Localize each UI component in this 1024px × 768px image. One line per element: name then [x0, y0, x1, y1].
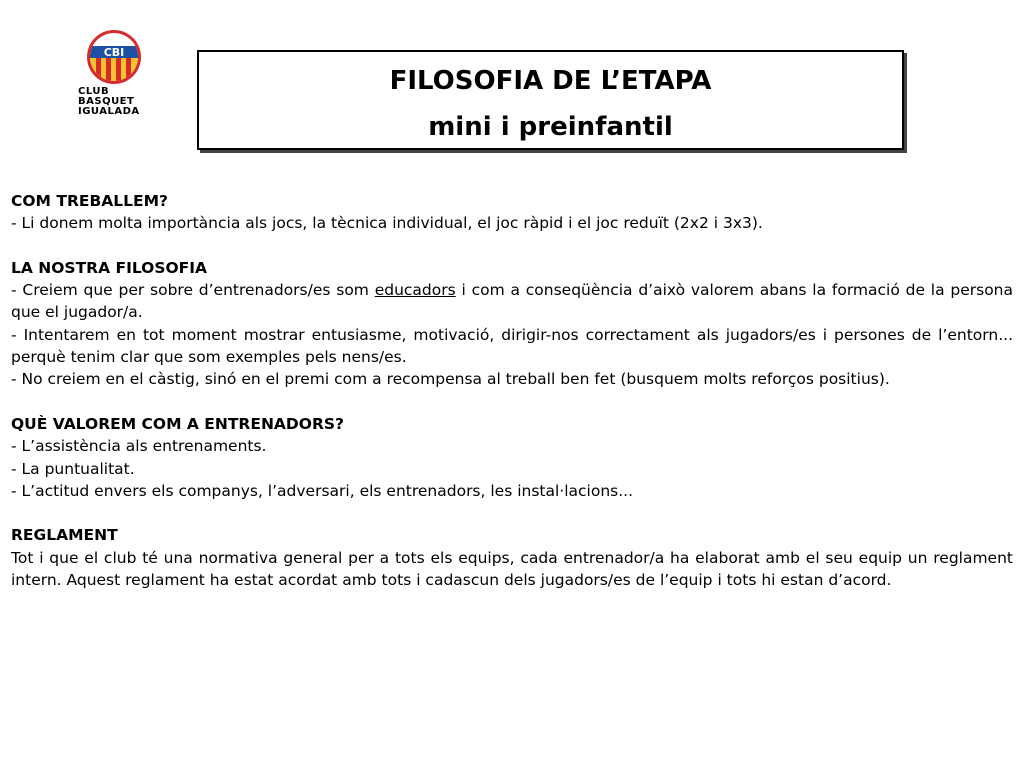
filosofia-item1-pre: - Creiem que per sobre d’entrenadors/es som: [11, 281, 375, 300]
filosofia-item-premi: - No creiem en el càstig, sinó en el premi com a recompensa al treball ben fet (busquem molts reforços positius).: [11, 370, 890, 389]
spacer: [11, 235, 1013, 257]
club-crest-icon: [86, 28, 142, 86]
filosofia-item-educadors: [11, 279, 1013, 324]
club-logo: [76, 28, 152, 120]
club-name-line3: IGUALADA: [78, 106, 140, 117]
club-name-line2: BASQUET: [78, 96, 135, 107]
section-heading-reglament: REGLAMENT: [11, 526, 118, 545]
valorem-item-actitud: - L’actitud envers els companys, l’adversari, els entrenadors, les instal·lacions...: [11, 481, 634, 500]
svg-text:CBI: CBI: [103, 46, 125, 59]
filosofia-item1-post: i com a conseqüència d’això valorem abans la formació de la persona que el jugador/a.: [11, 281, 1014, 322]
filosofia-item-entusiasme: - Intentarem en tot moment mostrar entusiasme, motivació, dirigir-nos correctament als jugadors/es i persones de l’entorn... perquè tenim clar que som exemples pels nens/es.: [11, 325, 1013, 367]
valorem-item-assistencia: - L’assistència als entrenaments.: [11, 437, 267, 456]
section-text-com-treballem: - Li donem molta importància als jocs, la tècnica individual, el joc ràpid i el joc reduït (2x2 i 3x3).: [11, 214, 763, 233]
valorem-item-puntualitat: - La puntualitat.: [11, 459, 135, 478]
section-heading-filosofia: LA NOSTRA FILOSOFIA: [11, 258, 208, 277]
title-box: [197, 50, 904, 150]
club-name: [78, 87, 152, 117]
page-subtitle: mini i preinfantil: [428, 112, 673, 142]
section-heading-com-treballem: COM TREBALLEM?: [11, 192, 169, 210]
page-title: FILOSOFIA DE L’ETAPA: [389, 66, 712, 96]
educadors-underlined: educadors: [374, 281, 456, 300]
spacer: [11, 391, 1013, 413]
club-name-line1: CLUB: [78, 86, 110, 97]
spacer: [11, 502, 1013, 524]
document-body: [11, 190, 1013, 591]
reglament-text: Tot i que el club té una normativa general per a tots els equips, cada entrenador/a ha elaborat amb el seu equip un reglament intern. Aquest reglament ha estat acordat amb tots i cadascun dels jugadors/es de l’equip i tots hi estan d’acord.: [11, 548, 1013, 590]
section-heading-valorem: QUÈ VALOREM COM A ENTRENADORS?: [11, 414, 345, 433]
